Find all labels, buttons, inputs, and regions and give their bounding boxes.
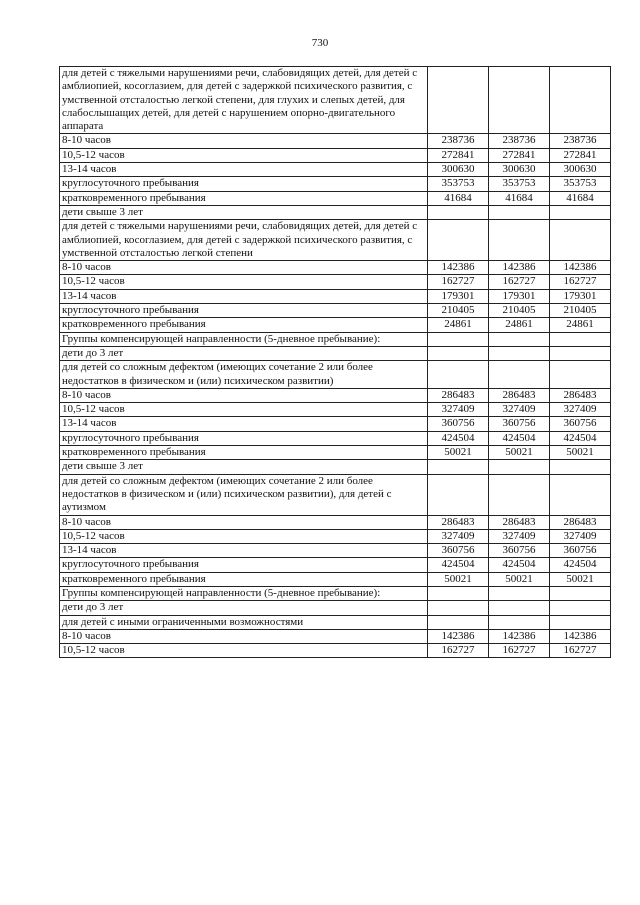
- table-row: [60, 544, 611, 558]
- row-label: круглосуточного пребывания: [60, 304, 428, 318]
- value-cell-year-3: [550, 332, 611, 346]
- value-cell-year-1: 286483: [428, 515, 489, 529]
- table-row: [60, 205, 611, 219]
- value-cell-year-1: 142386: [428, 629, 489, 643]
- value-cell-year-1: 238736: [428, 134, 489, 148]
- table-row: [60, 346, 611, 360]
- value-cell-year-2: 360756: [489, 417, 550, 431]
- row-label: дети до 3 лет: [60, 601, 428, 615]
- value-cell-year-3: [550, 601, 611, 615]
- value-cell-year-3: 24861: [550, 318, 611, 332]
- value-cell-year-1: [428, 67, 489, 134]
- table-row: [60, 148, 611, 162]
- table-row: [60, 460, 611, 474]
- row-label: 10,5-12 часов: [60, 529, 428, 543]
- value-cell-year-2: [489, 346, 550, 360]
- table-row: [60, 388, 611, 402]
- value-cell-year-3: [550, 460, 611, 474]
- value-cell-year-2: 24861: [489, 318, 550, 332]
- row-label: 13-14 часов: [60, 417, 428, 431]
- value-cell-year-2: 272841: [489, 148, 550, 162]
- value-cell-year-1: 272841: [428, 148, 489, 162]
- value-cell-year-2: 238736: [489, 134, 550, 148]
- value-cell-year-1: [428, 205, 489, 219]
- row-label: 10,5-12 часов: [60, 403, 428, 417]
- table-row: [60, 134, 611, 148]
- value-cell-year-3: [550, 205, 611, 219]
- value-cell-year-2: 353753: [489, 177, 550, 191]
- row-label: Группы компенсирующей направленности (5-дневное пребывание):: [60, 586, 428, 600]
- value-cell-year-3: 162727: [550, 275, 611, 289]
- value-cell-year-2: 50021: [489, 446, 550, 460]
- table-row: [60, 191, 611, 205]
- value-cell-year-3: 142386: [550, 629, 611, 643]
- row-label: для детей со сложным дефектом (имеющих сочетание 2 или более недостатков в физическом и (или) психическом развитии), для детей с аутизмом: [60, 474, 428, 515]
- row-label: кратковременного пребывания: [60, 572, 428, 586]
- row-label: 8-10 часов: [60, 629, 428, 643]
- value-cell-year-2: [489, 615, 550, 629]
- value-cell-year-1: 50021: [428, 446, 489, 460]
- value-cell-year-3: 179301: [550, 289, 611, 303]
- row-label: Группы компенсирующей направленности (5-дневное пребывание):: [60, 332, 428, 346]
- value-cell-year-3: 286483: [550, 515, 611, 529]
- table-row: [60, 275, 611, 289]
- value-cell-year-1: [428, 220, 489, 261]
- value-cell-year-2: [489, 460, 550, 474]
- table-row: [60, 220, 611, 261]
- value-cell-year-3: 327409: [550, 403, 611, 417]
- value-cell-year-1: [428, 332, 489, 346]
- table-row: [60, 515, 611, 529]
- table-row: [60, 644, 611, 658]
- value-cell-year-2: 327409: [489, 529, 550, 543]
- value-cell-year-2: 142386: [489, 629, 550, 643]
- row-label: кратковременного пребывания: [60, 446, 428, 460]
- value-cell-year-1: [428, 474, 489, 515]
- tariff-table: [59, 66, 611, 658]
- row-label: 8-10 часов: [60, 261, 428, 275]
- value-cell-year-3: 210405: [550, 304, 611, 318]
- table-row: [60, 417, 611, 431]
- row-label: дети свыше 3 лет: [60, 205, 428, 219]
- table-row: [60, 289, 611, 303]
- table-row: [60, 629, 611, 643]
- table-row: [60, 318, 611, 332]
- value-cell-year-3: [550, 361, 611, 389]
- value-cell-year-3: 162727: [550, 644, 611, 658]
- value-cell-year-1: 286483: [428, 388, 489, 402]
- value-cell-year-1: [428, 460, 489, 474]
- table-row: [60, 261, 611, 275]
- value-cell-year-1: 327409: [428, 403, 489, 417]
- value-cell-year-2: 424504: [489, 558, 550, 572]
- value-cell-year-3: 327409: [550, 529, 611, 543]
- value-cell-year-3: 353753: [550, 177, 611, 191]
- row-label: 13-14 часов: [60, 544, 428, 558]
- table-row: [60, 529, 611, 543]
- value-cell-year-1: [428, 615, 489, 629]
- value-cell-year-3: 286483: [550, 388, 611, 402]
- table-row: [60, 431, 611, 445]
- value-cell-year-3: 424504: [550, 558, 611, 572]
- value-cell-year-1: [428, 361, 489, 389]
- value-cell-year-1: 179301: [428, 289, 489, 303]
- value-cell-year-1: 327409: [428, 529, 489, 543]
- value-cell-year-2: 179301: [489, 289, 550, 303]
- row-label: для детей с тяжелыми нарушениями речи, слабовидящих детей, для детей с амблиопией, косоглазием, для детей с задержкой психического развития, с умственной отсталостью легкой степени: [60, 220, 428, 261]
- value-cell-year-1: 424504: [428, 558, 489, 572]
- table-row: [60, 446, 611, 460]
- table-row: [60, 586, 611, 600]
- row-label: кратковременного пребывания: [60, 191, 428, 205]
- row-label: для детей с тяжелыми нарушениями речи, слабовидящих детей, для детей с амблиопией, косоглазием, для детей с задержкой психического развития, с умственной отсталостью легкой степени, для глухих и слепых детей, для слабослышащих детей, для детей с нарушением опорно-двигательного аппарата: [60, 67, 428, 134]
- value-cell-year-1: 353753: [428, 177, 489, 191]
- value-cell-year-2: 300630: [489, 163, 550, 177]
- value-cell-year-3: [550, 586, 611, 600]
- table-row: [60, 177, 611, 191]
- value-cell-year-2: 162727: [489, 644, 550, 658]
- value-cell-year-3: [550, 67, 611, 134]
- value-cell-year-3: 41684: [550, 191, 611, 205]
- row-label: 8-10 часов: [60, 134, 428, 148]
- row-label: круглосуточного пребывания: [60, 177, 428, 191]
- value-cell-year-1: 300630: [428, 163, 489, 177]
- value-cell-year-3: 272841: [550, 148, 611, 162]
- table-row: [60, 572, 611, 586]
- value-cell-year-2: 424504: [489, 431, 550, 445]
- value-cell-year-1: 162727: [428, 275, 489, 289]
- row-label: 10,5-12 часов: [60, 644, 428, 658]
- table-row: [60, 163, 611, 177]
- value-cell-year-1: 162727: [428, 644, 489, 658]
- page-number: 730: [311, 37, 329, 49]
- row-label: дети до 3 лет: [60, 346, 428, 360]
- value-cell-year-3: 50021: [550, 572, 611, 586]
- row-label: 13-14 часов: [60, 163, 428, 177]
- row-label: 13-14 часов: [60, 289, 428, 303]
- row-label: круглосуточного пребывания: [60, 431, 428, 445]
- value-cell-year-3: [550, 474, 611, 515]
- value-cell-year-1: [428, 601, 489, 615]
- table-row: [60, 67, 611, 134]
- value-cell-year-3: [550, 220, 611, 261]
- value-cell-year-3: 360756: [550, 544, 611, 558]
- value-cell-year-2: [489, 474, 550, 515]
- value-cell-year-3: [550, 346, 611, 360]
- row-label: кратковременного пребывания: [60, 318, 428, 332]
- value-cell-year-1: [428, 346, 489, 360]
- value-cell-year-2: [489, 586, 550, 600]
- value-cell-year-1: 360756: [428, 544, 489, 558]
- table-row: [60, 403, 611, 417]
- value-cell-year-1: 24861: [428, 318, 489, 332]
- tariff-table-body: [60, 67, 611, 658]
- value-cell-year-3: 238736: [550, 134, 611, 148]
- value-cell-year-2: [489, 205, 550, 219]
- row-label: круглосуточного пребывания: [60, 558, 428, 572]
- value-cell-year-2: [489, 361, 550, 389]
- value-cell-year-3: 300630: [550, 163, 611, 177]
- value-cell-year-1: 424504: [428, 431, 489, 445]
- table-row: [60, 474, 611, 515]
- value-cell-year-2: 210405: [489, 304, 550, 318]
- table-row: [60, 558, 611, 572]
- table-row: [60, 615, 611, 629]
- value-cell-year-1: [428, 586, 489, 600]
- value-cell-year-2: [489, 332, 550, 346]
- value-cell-year-2: 360756: [489, 544, 550, 558]
- value-cell-year-2: 162727: [489, 275, 550, 289]
- value-cell-year-3: 360756: [550, 417, 611, 431]
- value-cell-year-1: 41684: [428, 191, 489, 205]
- value-cell-year-3: 424504: [550, 431, 611, 445]
- value-cell-year-1: 360756: [428, 417, 489, 431]
- table-row: [60, 332, 611, 346]
- row-label: 8-10 часов: [60, 515, 428, 529]
- value-cell-year-2: 41684: [489, 191, 550, 205]
- value-cell-year-1: 210405: [428, 304, 489, 318]
- value-cell-year-2: [489, 220, 550, 261]
- value-cell-year-2: 286483: [489, 515, 550, 529]
- value-cell-year-3: 142386: [550, 261, 611, 275]
- table-row: [60, 361, 611, 389]
- row-label: для детей со сложным дефектом (имеющих сочетание 2 или более недостатков в физическом и (или) психическом развитии): [60, 361, 428, 389]
- table-row: [60, 304, 611, 318]
- value-cell-year-2: 327409: [489, 403, 550, 417]
- row-label: для детей с иными ограниченными возможностями: [60, 615, 428, 629]
- value-cell-year-1: 142386: [428, 261, 489, 275]
- value-cell-year-2: 142386: [489, 261, 550, 275]
- row-label: 10,5-12 часов: [60, 275, 428, 289]
- value-cell-year-1: 50021: [428, 572, 489, 586]
- row-label: 10,5-12 часов: [60, 148, 428, 162]
- value-cell-year-2: 286483: [489, 388, 550, 402]
- row-label: дети свыше 3 лет: [60, 460, 428, 474]
- value-cell-year-2: [489, 601, 550, 615]
- value-cell-year-3: 50021: [550, 446, 611, 460]
- row-label: 8-10 часов: [60, 388, 428, 402]
- table-row: [60, 601, 611, 615]
- value-cell-year-3: [550, 615, 611, 629]
- value-cell-year-2: 50021: [489, 572, 550, 586]
- value-cell-year-2: [489, 67, 550, 134]
